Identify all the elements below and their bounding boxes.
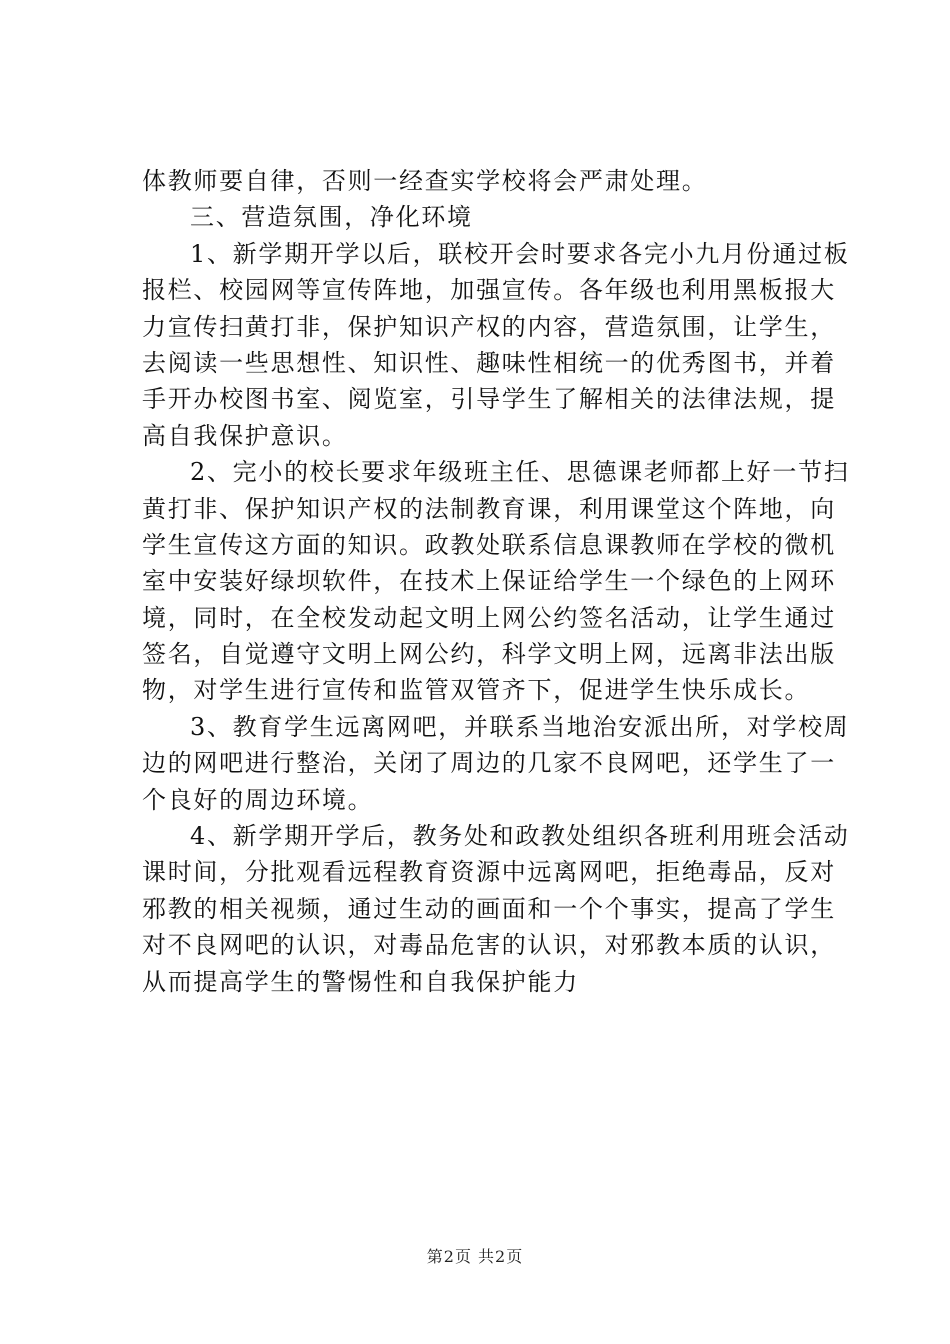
text-line: 从而提高学生的警惕性和自我保护能力 <box>142 967 579 996</box>
page-number-footer: 第2页 共2页 <box>426 1247 524 1266</box>
text-line: 黄打非、保护知识产权的法制教育课，利用课堂这个阵地，向 <box>142 494 836 523</box>
text-line: 2、完小的校长要求年级班主任、思德课老师都上好一节扫 <box>190 458 850 487</box>
text-line: 对不良网吧的认识，对毒品危害的认识，对邪教本质的认识， <box>142 931 836 960</box>
text-line: 学生宣传这方面的知识。政教处联系信息课教师在学校的微机 <box>142 530 836 559</box>
text-line: 高自我保护意识。 <box>142 421 348 450</box>
text-line: 室中安装好绿坝软件，在技术上保证给学生一个绿色的上网环 <box>142 567 836 596</box>
text-line: 边的网吧进行整治，关闭了周边的几家不良网吧，还学生了一 <box>142 749 836 778</box>
text-line: 报栏、校园网等宣传阵地，加强宣传。各年级也利用黑板报大 <box>142 276 836 305</box>
text-line: 1、新学期开学以后，联校开会时要求各完小九月份通过板 <box>190 239 850 268</box>
text-line: 手开办校图书室、阅览室，引导学生了解相关的法律法规，提 <box>142 385 836 414</box>
text-line: 物，对学生进行宣传和监管双管齐下，促进学生快乐成长。 <box>142 676 811 705</box>
text-line: 体教师要自律，否则一经查实学校将会严肃处理。 <box>142 167 708 195</box>
text-line: 力宣传扫黄打非，保护知识产权的内容，营造氛围，让学生， <box>142 312 836 341</box>
section-heading: 三、营造氛围，净化环境 <box>190 203 473 232</box>
text-line: 去阅读一些思想性、知识性、趣味性相统一的优秀图书，并着 <box>142 348 836 377</box>
text-line: 4、新学期开学后，教务处和政教处组织各班利用班会活动 <box>190 822 850 851</box>
text-line: 课时间，分批观看远程教育资源中远离网吧，拒绝毒品，反对 <box>142 858 836 887</box>
text-line: 境，同时，在全校发动起文明上网公约签名活动，让学生通过 <box>142 603 836 632</box>
text-line: 3、教育学生远离网吧，并联系当地治安派出所，对学校周 <box>190 712 850 741</box>
text-line: 邪教的相关视频，通过生动的画面和一个个事实，提高了学生 <box>142 894 836 923</box>
text-line: 签名，自觉遵守文明上网公约，科学文明上网，远离非法出版 <box>142 640 836 669</box>
text-line: 个良好的周边环境。 <box>142 785 374 814</box>
document-body <box>142 163 850 1000</box>
